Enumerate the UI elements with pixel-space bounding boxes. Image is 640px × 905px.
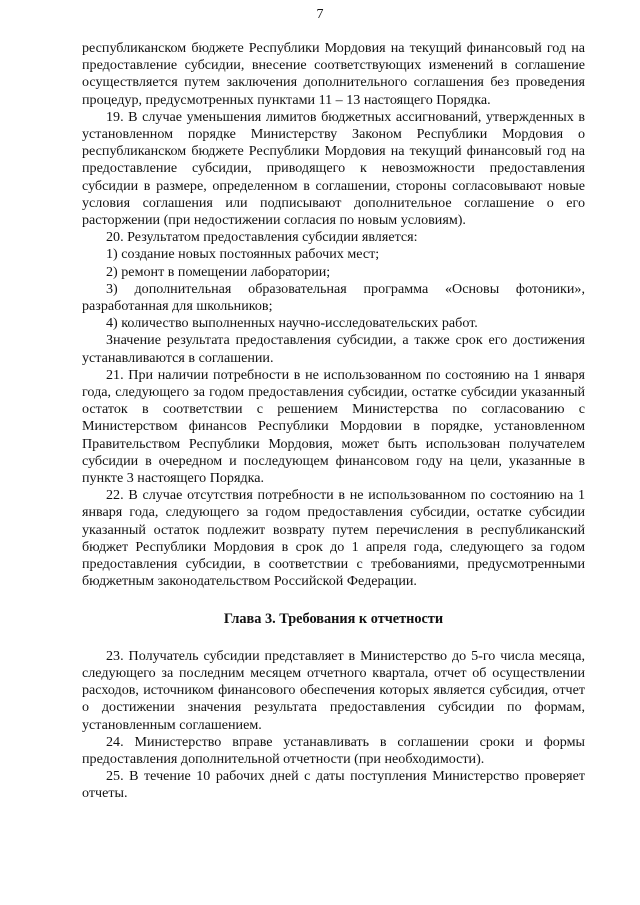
list-item: 2) ремонт в помещении лаборатории; bbox=[106, 263, 331, 280]
list-item: 1) создание новых постоянных рабочих мест; bbox=[106, 246, 380, 263]
paragraph: 24. Министерство вправе устанавливать в соглашении сроки и формы предоставления дополнительной отчетности (при необходимости). bbox=[82, 733, 585, 767]
paragraph: 21. При наличии потребности в не использованном по состоянию на 1 января года, следующего за годом предоставления субсидии, остатке субсидии указанный остаток в соответствии с решением Министерства по согласованию с Министерством финансов Республики Мордовии в порядке, установленном Правительством Республики Мордовия, может быть использован получателем субсидии в очередном и последующем финансовом году на цели, указанные в пункте 3 настоящего Порядка. bbox=[82, 366, 585, 487]
section-before-heading bbox=[82, 40, 585, 591]
page-number: 7 bbox=[316, 7, 324, 22]
chapter-heading: Глава 3. Требования к отчетности bbox=[223, 610, 444, 627]
paragraph: 22. В случае отсутствия потребности в не использованном по состоянию на 1 января года, следующего за годом предоставления субсидии, остатке субсидии указанный остаток подлежит возврату путем перечисления в республиканский бюджет Республики Мордовия в срок до 1 апреля года, следующего за годом предоставления субсидии, в соответствии с требованиями, предусмотренными бюджетным законодательством Российской Федерации. bbox=[82, 487, 585, 590]
section-after-heading bbox=[82, 648, 585, 803]
paragraph: Значение результата предоставления субсидии, а также срок его достижения устанавливаются в соглашении. bbox=[82, 332, 585, 366]
list-item: 4) количество выполненных научно-исследовательских работ. bbox=[106, 315, 478, 332]
document-body bbox=[82, 40, 585, 803]
paragraph: 20. Результатом предоставления субсидии является: bbox=[106, 229, 418, 246]
paragraph: республиканском бюджете Республики Мордовия на текущий финансовый год на предоставление субсидии, внесение соответствующих изменений в соглашение осуществляется путем заключения дополнительного соглашения без проведения процедур, предусмотренных пунктами 11 – 13 настоящего Порядка. bbox=[82, 40, 585, 108]
paragraph: 25. В течение 10 рабочих дней с даты поступления Министерство проверяет отчеты. bbox=[82, 768, 585, 802]
paragraph: 23. Получатель субсидии представляет в Министерство до 5-го числа месяца, следующего за последним месяцем отчетного квартала, отчет об осуществлении расходов, источником финансового обеспечения которых является субсидия, отчет о достижении значения результата предоставления субсидии по формам, установленным соглашением. bbox=[82, 647, 585, 733]
list-item: 3) дополнительная образовательная программа «Основы фотоники», разработанная для школьников; bbox=[82, 280, 585, 315]
paragraph: 19. В случае уменьшения лимитов бюджетных ассигнований, утвержденных в установленном порядке Министерству Законом Республики Мордовия о республиканском бюджете Республики Мордовия на текущий финансовый год на предоставление субсидии, приводящего к невозможности предоставления субсидии в размере, определенном в соглашении, стороны согласовывают новые условия соглашения или подписывают дополнительное соглашение о его расторжении (при недостижении согласия по новым условиям). bbox=[82, 108, 585, 229]
